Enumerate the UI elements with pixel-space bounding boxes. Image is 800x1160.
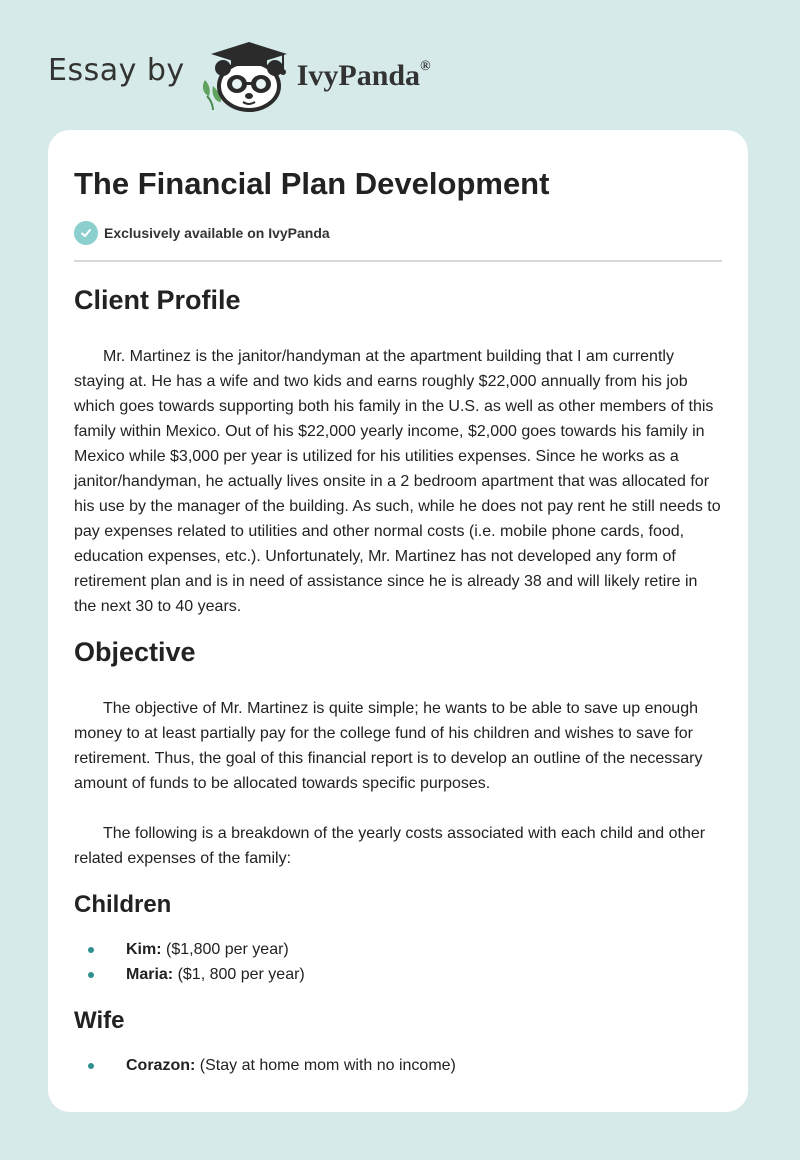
list-item-detail: (Stay at home mom with no income)	[199, 1057, 456, 1074]
brand-name[interactable]	[297, 59, 431, 93]
list-item	[74, 962, 722, 987]
check-circle-icon	[74, 221, 98, 245]
site-header	[48, 36, 431, 112]
brand-text: IvyPanda	[296, 59, 421, 92]
essay-card	[48, 130, 748, 1112]
exclusive-label: Exclusively available on IvyPanda	[104, 225, 330, 241]
exclusive-badge	[74, 221, 330, 245]
section-heading-objective: Objective	[74, 637, 196, 667]
objective-paragraph-2: The following is a breakdown of the yearly costs associated with each child and other related expenses of the family:	[74, 825, 706, 867]
objective-paragraph-1: The objective of Mr. Martinez is quite simple; he wants to be able to save up enough money to at least partially pay for the college fund of his children and wishes to save for retirement. Thus, the goal of this financial report is to develop an outline of the necessary amount of funds to be allocated towards specific purposes.	[74, 700, 703, 792]
title-divider	[74, 260, 722, 262]
list-item-name: Kim:	[126, 941, 162, 958]
list-item	[74, 1053, 722, 1078]
children-list	[74, 937, 722, 987]
client-profile-paragraph: Mr. Martinez is the janitor/handyman at the apartment building that I am currently staying at. He has a wife and two kids and earns roughly $22,000 annually from his job which goes towards supporting both his family in the U.S. as well as other members of this family within Mexico. Out of his $22,000 yearly income, $2,000 goes towards his family in Mexico while $3,000 per year is utilized for his utilities expenses. Since he works as a janitor/handyman, he actually lives onsite in a 2 bedroom apartment that was allocated for his use by the manager of the building. As such, while he does not pay rent he still needs to pay expenses related to utilities and other normal costs (i.e. mobile phone cards, food, education expenses, etc.). Unfortunately, Mr. Martinez has not developed any form of retirement plan and is in need of assistance since he is already 38 and will likely retire in the next 30 to 40 years.	[74, 348, 721, 615]
wife-list	[74, 1053, 722, 1078]
essay-by-label: Essay by	[48, 52, 185, 88]
section-heading-client-profile: Client Profile	[74, 285, 241, 315]
essay-body	[74, 280, 722, 1078]
list-item-name: Maria:	[126, 966, 174, 983]
list-item-detail: ($1,800 per year)	[166, 941, 289, 958]
registered-mark: ®	[420, 59, 431, 74]
section-heading-wife: Wife	[74, 1007, 125, 1034]
list-item-name: Corazon:	[126, 1057, 196, 1074]
list-item	[74, 937, 722, 962]
list-item-detail: ($1, 800 per year)	[177, 966, 305, 983]
panda-logo-icon[interactable]	[199, 36, 291, 112]
page-title: The Financial Plan Development	[74, 166, 550, 201]
section-heading-children: Children	[74, 891, 172, 918]
